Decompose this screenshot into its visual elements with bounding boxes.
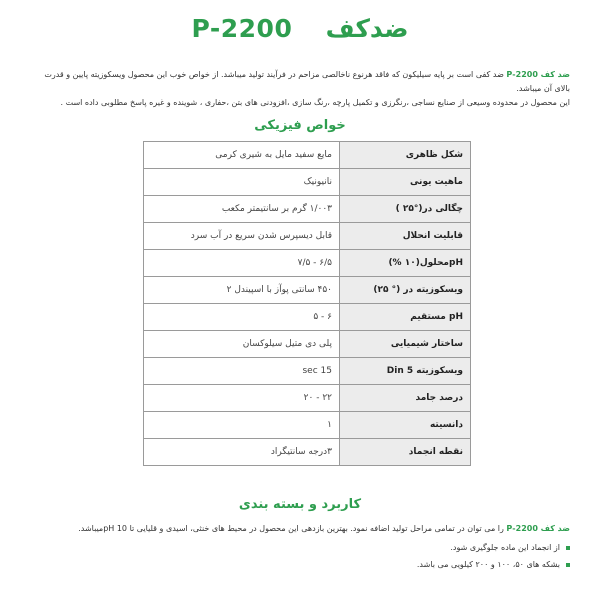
intro-brand: ضد کف 2200-P xyxy=(506,70,570,79)
table-row xyxy=(144,358,471,385)
intro-text-1: ضد کفی است بر پایه سیلیکون که فاقد هرنوع ناخالصی مزاحم در فرآیند تولید میباشد. از خواص خوب این محصول ویسکوزیته پایین و قدرت بالای آن میباشد. xyxy=(44,70,570,93)
property-value: ۴۵۰ سانتی پوآز با اسپیندل ۲ xyxy=(144,277,340,304)
property-value: ۶/۵ - ۷/۵ xyxy=(144,250,340,277)
property-name: چگالی در(°۲۵ ) xyxy=(340,196,471,223)
property-value: ۱ xyxy=(144,412,340,439)
property-value: 15 sec xyxy=(144,358,340,385)
usage-paragraph xyxy=(30,522,570,536)
property-name: نقطه انجماد xyxy=(340,439,471,466)
property-value: ۳درجه سانتیگراد xyxy=(144,439,340,466)
properties-table xyxy=(143,141,471,466)
property-name: قابلیت انحلال xyxy=(340,223,471,250)
property-name: ویسکوزیته در (° ۲۵) xyxy=(340,277,471,304)
table-row xyxy=(144,196,471,223)
intro-paragraph xyxy=(30,68,570,110)
table-row xyxy=(144,439,471,466)
properties-heading: خواص فیزیکی xyxy=(254,118,346,133)
table-row xyxy=(144,250,471,277)
usage-text: را می توان در تمامی مراحل تولید اضافه نمود. بهترین بازدهی این محصول در محیط های خنثی، اسیدی و قلیایی تا pH 10میباشد. xyxy=(78,524,504,533)
product-name: ضدکف xyxy=(325,14,409,43)
property-value: پلی دی متیل سیلوکسان xyxy=(144,331,340,358)
property-name: شکل ظاهری xyxy=(340,142,471,169)
bullet-text: از انجماد این ماده جلوگیری شود. xyxy=(450,543,560,552)
intro-line-2: این محصول در محدوده وسیعی از صنایع نساجی ،رنگرزی و تکمیل پارچه ،رنگ سازی ،افزودنی های بتن ،حفاری ، شوینده و غیره پاسخ مطلوبی داده است . xyxy=(60,98,570,107)
table-row xyxy=(144,304,471,331)
table-row xyxy=(144,331,471,358)
list-item xyxy=(30,542,570,554)
property-name: درصد جامد xyxy=(340,385,471,412)
table-row xyxy=(144,385,471,412)
property-name: pHمحلول(۱۰ %) xyxy=(340,250,471,277)
property-value: ۱/۰۰۳ گرم بر سانتیمتر مکعب xyxy=(144,196,340,223)
bullet-square-icon xyxy=(566,563,570,567)
property-value: قابل دیسپرس شدن سریع در آب سرد xyxy=(144,223,340,250)
intro-line-1 xyxy=(30,68,570,96)
property-name: دانسیته xyxy=(340,412,471,439)
property-value: ۶ - ۵ xyxy=(144,304,340,331)
table-row xyxy=(144,412,471,439)
page-title xyxy=(0,14,600,43)
bullet-text: بشکه های ۵۰، ۱۰۰ و ۲۰۰ کیلویی می باشد. xyxy=(416,560,560,569)
product-code: P-2200 xyxy=(191,14,293,43)
list-item xyxy=(30,559,570,571)
property-value: نانیونیک xyxy=(144,169,340,196)
usage-brand: ضد کف 2200-P xyxy=(506,524,570,533)
bullet-square-icon xyxy=(566,546,570,550)
table-row xyxy=(144,277,471,304)
table-row xyxy=(144,142,471,169)
property-name: pH مستقیم xyxy=(340,304,471,331)
usage-heading: کاربرد و بسته بندی xyxy=(238,497,362,512)
property-name: ماهیت یونی xyxy=(340,169,471,196)
property-value: مایع سفید مایل به شیری کرمی xyxy=(144,142,340,169)
property-value: ۲۲ - ۲۰ xyxy=(144,385,340,412)
property-name: ساختار شیمیایی xyxy=(340,331,471,358)
property-name: ویسکوزیته Din 5 xyxy=(340,358,471,385)
table-row xyxy=(144,169,471,196)
table-row xyxy=(144,223,471,250)
